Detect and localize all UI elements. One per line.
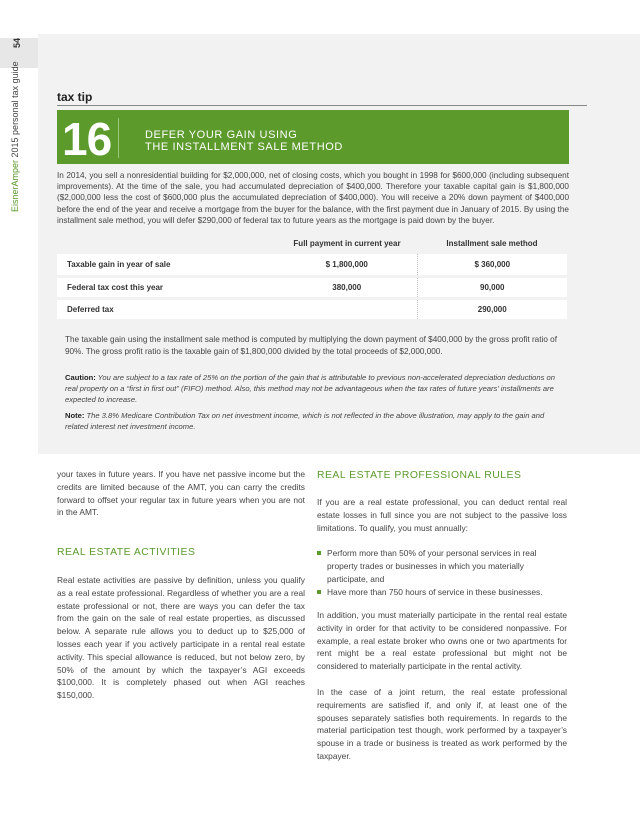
running-title-brand: EisnerAmper [10,159,20,212]
table-header: Installment sale method [446,238,538,248]
real-estate-activities-text: Real estate activities are passive by definition, unless you qualify as a real estate professional. Regardless of whether you are a real estate professional or not, there are ways you can defer the tax from the gain on the sale of real estate properties, as discussed below. A separate rule allows you to deduct up to $25,000 of losses each year if you actively participate in a rental real estate activity. This special allowance is reduced, but not below zero, by 50% of the amount by which the taxpayer’s AGI exceeds $100,000. It is completely phased out when AGI reaches $150,000. [57,575,305,701]
row-label: Taxable gain in year of sale [57,254,277,276]
tax-tip-label: tax tip [57,90,93,104]
page-number: 54 [12,37,22,48]
left-continued-text: your taxes in future years. If you have net passive income but the credits are limited because of the AMT, you can carry the credits forward to offset your regular tax in future years when you are not in the AMT. [57,469,305,518]
real-estate-activities-heading: REAL ESTATE ACTIVITIES [57,547,196,558]
table-row [57,276,567,298]
real-estate-professional-heading: REAL ESTATE PROFESSIONAL RULES [317,470,522,481]
list-item [317,586,567,599]
caution-label: Caution: [65,373,96,382]
top-margin [0,0,640,34]
caution-text: You are subject to a tax rate of 25% on the portion of the gain that is attributable to previous non-accelerated depreciation deductions on real property on a “first in first out” (FIFO) method. Also, this method may not be advantageous when the tax rates of future years’ installments are expected to increase. [65,373,555,404]
bullet-icon [317,590,321,594]
table-row [57,298,567,320]
joint-return-text: In the case of a joint return, the real estate professional requirements are satisfied if, and only if, at least one of the spouses separately satisfies both requirements. In regards to the material participation test though, work performed by a taxpayer’s spouse in a trade or business is treated as work performed by the taxpayer. [317,687,567,761]
bullet-icon [317,551,321,555]
table-header: Full payment in current year [293,238,401,248]
row-label: Deferred tax [57,298,277,320]
table-row [57,254,567,276]
bullet-text: Have more than 750 hours of service in these businesses. [327,587,543,597]
installment-value: 90,000 [417,276,567,298]
gross-profit-explanation: The taxable gain using the installment sale method is computed by multiplying the down payment of $400,000 by the gross profit ratio of 90%. The gross profit ratio is the taxable gain of $1,800,000 divided by the total proceeds of $2,000,000. [65,335,557,356]
medicare-note [65,410,565,432]
installment-value: 290,000 [417,298,567,320]
note-text: The 3.8% Medicare Contribution Tax on net investment income, which is not reflected in the above illustration, may apply to the gain and related interest net investment income. [65,411,545,431]
running-title [10,61,20,212]
comparison-table [57,232,567,322]
tip-intro: In 2014, you sell a nonresidential building for $2,000,000, net of closing costs, which you bought in 1998 for $600,000 (including subsequent improvements). At the time of the sale, you had accumulated depreciation of $400,000. Therefore your taxable capital gain is $1,800,000 ($2,000,000 less the cost of $600,000 plus the accumulated depreciation of $400,000). You will receive a 20% down payment of $400,000 before the end of the year and receive a mortgage from the buyer for the balance, with the first payment due in January of 2015. By using the installment sale method, you will defer $290,000 of federal tax to future years as the mortgage is paid down by the buyer. [57,171,569,225]
table-header [57,232,277,254]
tip-heading-line1: DEFER YOUR GAIN USING [145,129,298,141]
installment-value: $ 360,000 [417,254,567,276]
note-label: Note: [65,411,85,420]
bullet-text: Perform more than 50% of your personal services in real property trades or businesses in which you materially participate, and [327,548,537,584]
caution-note [65,372,565,405]
tax-tip-rule [57,105,587,106]
tip-divider [118,118,119,158]
table-header-row [57,232,567,254]
tip-heading-line2: THE INSTALLMENT SALE METHOD [145,141,343,153]
tip-number: 16 [62,113,112,165]
row-label: Federal tax cost this year [57,276,277,298]
material-participation-text: In addition, you must materially participate in the rental real estate activity in order for that activity to be considered nonpassive. For example, a real estate broker who owns one or two apartments for rent might be a real estate professional but might not be considered to materially participate in the rental activity. [317,610,567,672]
full-payment-value: $ 1,800,000 [277,254,417,276]
full-payment-value [277,298,417,320]
professional-intro: If you are a real estate professional, you can deduct rental real estate losses in full since you are not subject to the passive loss limitations. To qualify, you must annually: [317,497,567,533]
full-payment-value: 380,000 [277,276,417,298]
tip-heading [145,129,343,153]
list-item [317,547,567,585]
running-title-rest: 2015 personal tax guide [10,61,20,160]
